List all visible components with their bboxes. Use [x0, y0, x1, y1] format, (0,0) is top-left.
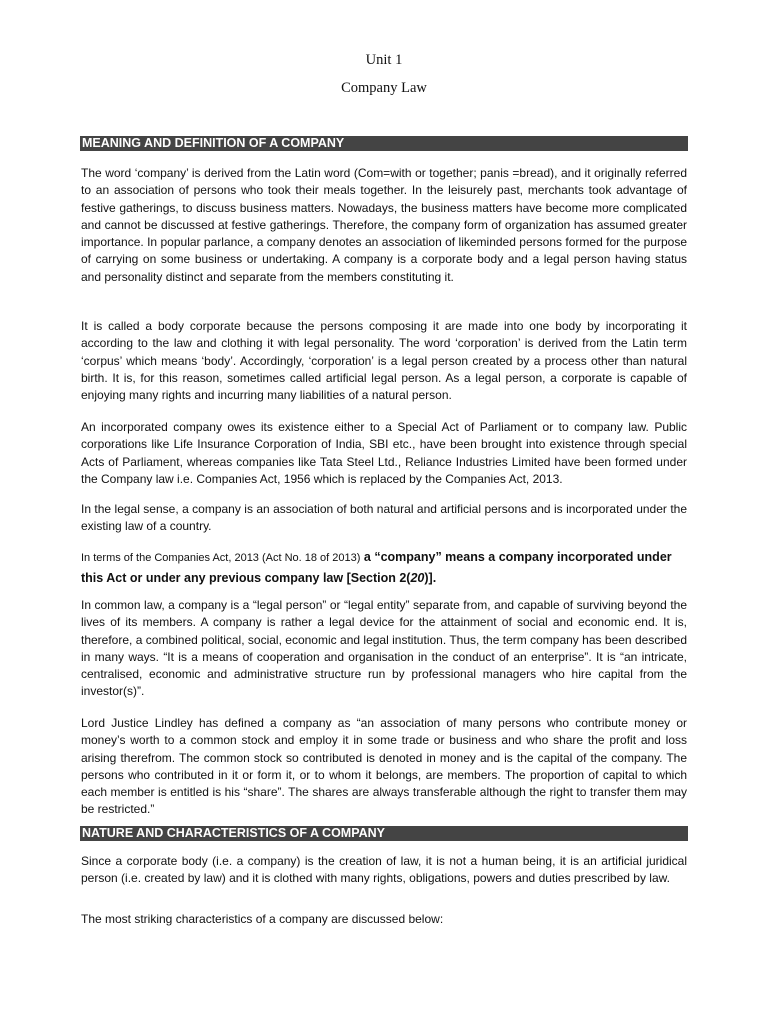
section-heading-nature: NATURE AND CHARACTERISTICS OF A COMPANY	[80, 826, 688, 841]
paragraph-juridical-person: Since a corporate body (i.e. a company) is the creation of law, it is not a human being, it is an artificial juridical person (i.e. created by law) and it is clothed with many rights, obligations, powers and duties prescribed by law.	[81, 854, 687, 886]
definition-text: a “company” means a company incorporated under this Act or under any previous company law [Section 2(	[81, 550, 672, 585]
paragraph-legal-sense: In the legal sense, a company is an association of both natural and artificial persons and is incorporated under the existing law of a country.	[81, 502, 687, 534]
definition-intro: In terms of the Companies Act, 2013 (Act No. 18 of 2013)	[81, 552, 361, 564]
section-heading-meaning: MEANING AND DEFINITION OF A COMPANY	[80, 136, 688, 151]
paragraph-characteristics-intro: The most striking characteristics of a company are discussed below:	[81, 912, 444, 926]
definition-section-number: 20	[410, 571, 425, 585]
definition-close: )].	[424, 571, 437, 585]
statutory-definition	[81, 547, 687, 588]
paragraph-origin: The word ‘company’ is derived from the Latin word (Com=with or together; panis =bread), and it originally referred to an association of persons who took their meals together. In the leisurely past, merchants took advantage of festive gatherings, to discuss business matters. Nowadays, the business matters have become more complicated and cannot be discussed at festive gatherings. Therefore, the company form of organization has assumed greater importance. In popular parlance, a company denotes an association of likeminded persons formed for the purpose of carrying on some business or undertaking. A company is a corporate body and a legal person having status and personality distinct and separate from the members constituting it.	[81, 166, 687, 284]
subject-title: Company Law	[341, 80, 427, 96]
paragraph-common-law: In common law, a company is a “legal person” or “legal entity” separate from, and capable of surviving beyond the lives of its members. A company is rather a legal device for the attainment of social and economic end. It is, therefore, a combined political, social, economic and legal institution. Thus, the term company has been described in many ways. “It is a means of cooperation and organisation in the conduct of an enterprise”. It is “an intricate, centralised, economic and administrative structure run by professional managers who hire capital from the investor(s)”.	[81, 598, 687, 699]
unit-number: Unit 1	[365, 52, 403, 68]
paragraph-lindley-definition: Lord Justice Lindley has defined a company as “an association of many persons who contribute money or money’s worth to a common stock and employ it in some trade or business and who share the profit and loss arising therefrom. The common stock so contributed is denoted in money and is the capital of the company. The persons who contributed in it or form it, or to whom it belongs, are members. The proportion of capital to which each member is entitled is his “share”. The shares are always transferable although the right to transfer them may be restricted.”	[81, 716, 687, 817]
paragraph-incorporated-company: An incorporated company owes its existence either to a Special Act of Parliament or to company law. Public corporations like Life Insurance Corporation of India, SBI etc., have been brought into existence through special Acts of Parliament, whereas companies like Tata Steel Ltd., Reliance Industries Limited have been formed under the Company law i.e. Companies Act, 1956 which is replaced by the Companies Act, 2013.	[81, 420, 687, 486]
paragraph-body-corporate: It is called a body corporate because the persons composing it are made into one body by incorporating it according to the law and clothing it with legal personality. The word ‘corporation’ is derived from the Latin term ‘corpus’ which means ‘body’. Accordingly, ‘corporation’ is a legal person created by a process other than natural birth. It is, for this reason, sometimes called artificial legal person. As a legal person, a corporate is capable of enjoying many rights and incurring many liabilities of a natural person.	[81, 319, 687, 403]
